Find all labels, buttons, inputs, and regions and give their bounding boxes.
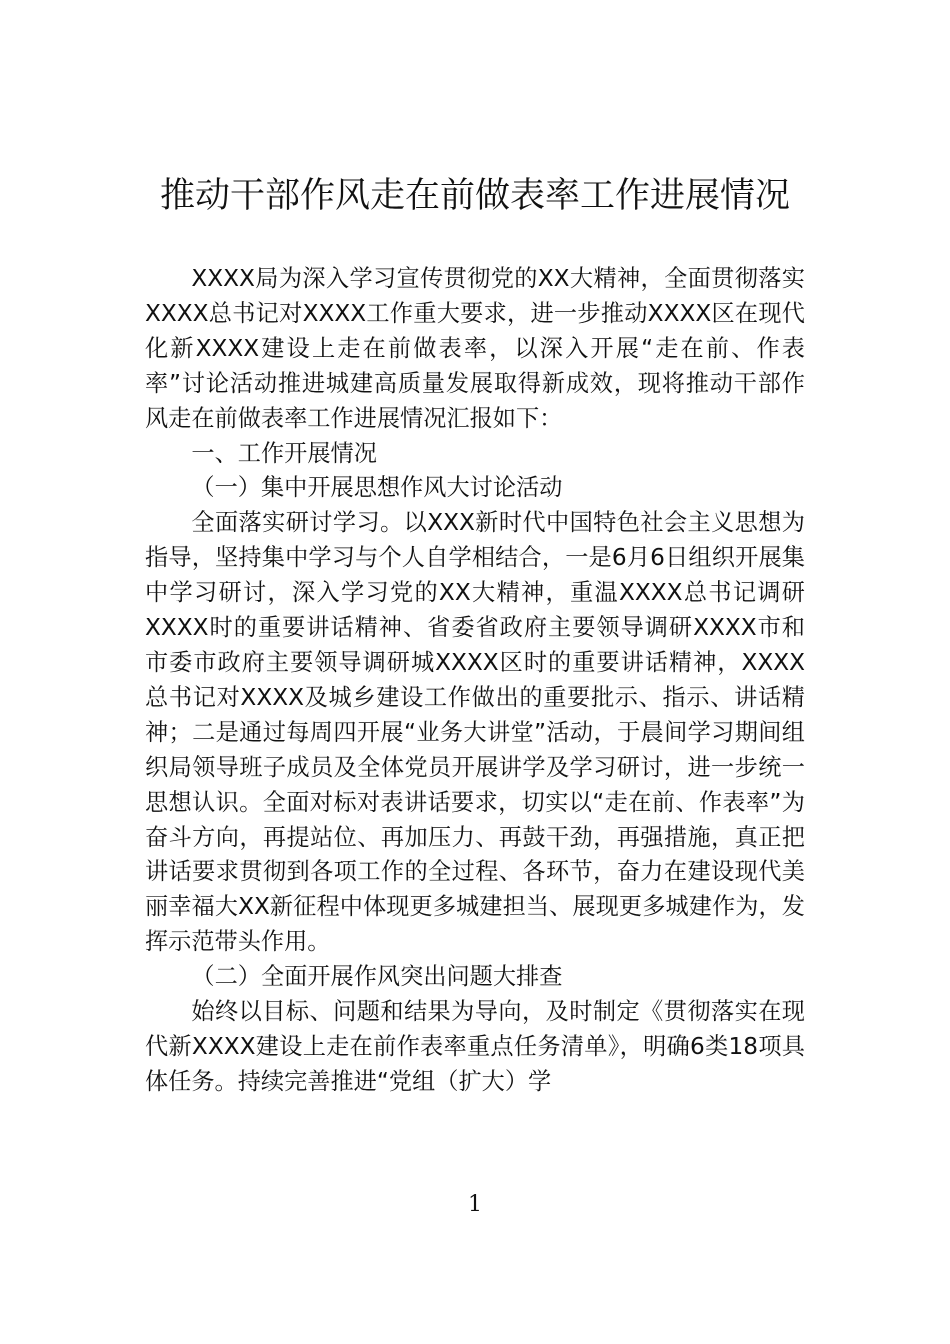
discussion-paragraph: 全面落实研讨学习。以XXX新时代中国特色社会主义思想为指导，坚持集中学习与个人自学相结合，一是6月6日组织开展集中学习研讨，深入学习党的XX大精神，重温XXXX总书记调研XXXX时的重要讲话精神、省委省政府主要领导调研XXXX市和市委市政府主要领导调研城XXXX区时的重要讲话精神，XXXX总书记对XXXX及城乡建设工作做出的重要批示、指示、讲话精神；二是通过每周四开展“业务大讲堂”活动，于晨间学习期间组织局领导班子成员及全体党员开展讲学及学习研讨，进一步统一思想认识。全面对标对表讲话要求，切实以“走在前、作表率”为奋斗方向，再提站位、再加压力、再鼓干劲，再强措施，真正把讲话要求贯彻到各项工作的全过程、各环节，奋力在建设现代美丽幸福大XX新征程中体现更多城建担当、展现更多城建作为，发挥示范带头作用。 bbox=[145, 509, 805, 956]
intro-paragraph: XXXX局为深入学习宣传贯彻党的XX大精神，全面贯彻落实XXXX总书记对XXXX工作重大要求，进一步推动XXXX区在现代化新XXXX建设上走在前做表率，以深入开展“走在前、作表率”讨论活动推进城建高质量发展取得新成效，现将推动干部作风走在前做表率工作进展情况汇报如下： bbox=[145, 265, 805, 432]
page-number: 1 bbox=[468, 1192, 482, 1217]
investigation-paragraph: 始终以目标、问题和结果为导向，及时制定《贯彻落实在现代新XXXX建设上走在前作表率重点任务清单》，明确6类18项具体任务。持续完善推进“党组（扩大）学 bbox=[145, 998, 805, 1095]
document-title: 推动干部作风走在前做表率工作进展情况 bbox=[159, 176, 790, 216]
document-body bbox=[145, 262, 805, 1100]
subsection-heading-investigation: （二）全面开展作风突出问题大排查 bbox=[191, 963, 563, 991]
subsection-heading-discussion: （一）集中开展思想作风大讨论活动 bbox=[191, 474, 563, 502]
section-heading-work-status: 一、工作开展情况 bbox=[191, 439, 377, 467]
